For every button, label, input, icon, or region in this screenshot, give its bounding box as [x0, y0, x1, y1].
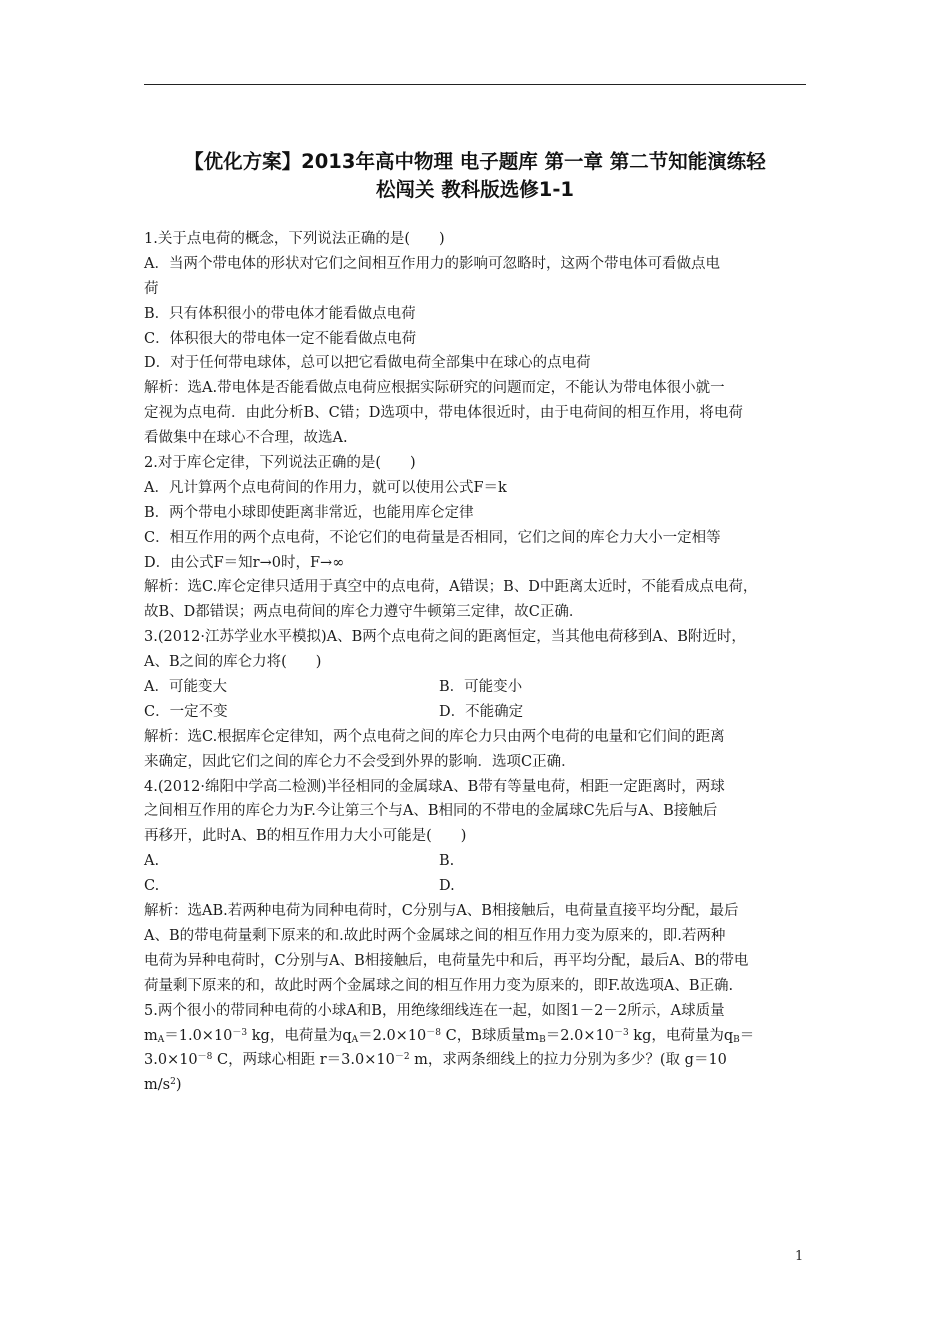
q1-answer-cont: 定视为点电荷．由此分析B、C错；D选项中，带电体很近时，由于电荷间的相互作用，将电荷 [144, 405, 743, 422]
q2-option-b: B．两个带电小球即使距离非常近，也能用库仑定律 [144, 504, 474, 521]
page-number: 1 [795, 1249, 804, 1264]
page-title [144, 148, 806, 204]
q2-option-a: A．凡计算两个点电荷间的作用力，就可以使用公式F＝k [144, 479, 507, 496]
q4-answer: 解析：选AB.若两种电荷为同种电荷时，C分别与A、B相接触后，电荷量直接平均分配，最后 [144, 903, 739, 920]
q4-answer-cont: 荷量剩下原来的和，故此时两个金属球之间的相互作用力变为原来的，即F.故选项A、B正确. [144, 977, 734, 994]
q4-option-a: A. [144, 853, 160, 870]
title-line-1: 【优化方案】2013年高中物理 电子题库 第一章 第二节知能演练轻 [184, 150, 766, 173]
title-line-2: 松闯关 教科版选修1-1 [375, 178, 575, 201]
q4-stem-cont: 之间相互作用的库仑力为F.今让第三个与A、B相同的不带电的金属球C先后与A、B接触后 [144, 803, 718, 820]
q4-option-b: B. [439, 853, 455, 870]
q2-option-c: C．相互作用的两个点电荷，不论它们的电荷量是否相同，它们之间的库仑力大小一定相等 [144, 529, 721, 546]
q4-option-c: C. [144, 878, 160, 895]
header-rule [144, 84, 806, 85]
q4-answer-cont: A、B的带电荷量剩下原来的和.故此时两个金属球之间的相互作用力变为原来的，即.若两种 [144, 927, 726, 944]
q3-stem: 3.(2012·江苏学业水平模拟)A、B两个点电荷之间的距离恒定，当其他电荷移到A、B附近时， [144, 629, 746, 646]
q2-stem: 2.对于库仑定律，下列说法正确的是( ) [144, 455, 416, 472]
q3-answer-cont: 来确定，因此它们之间的库仑力不会受到外界的影响．选项C正确． [144, 753, 576, 770]
q4-stem: 4.(2012·绵阳中学高二检测)半径相同的金属球A、B带有等量电荷，相距一定距离时，两球 [144, 778, 725, 795]
q3-option-a: A．可能变大 [144, 679, 227, 696]
q5-stem-masses: $m_A=1.0\times 10^{-3}$ kg，电荷量为$q_A=2.0\times 10^{-8}$ C，B球质量$m_B=2.0\times 10^{-3}$ kg，电荷量为$q_B=$ [144, 1027, 755, 1045]
q1-option-a-cont: 荷 [144, 280, 159, 297]
q1-option-b: B．只有体积很小的带电体才能看做点电荷 [144, 305, 416, 322]
q4-options-row-2 [144, 874, 810, 899]
q1-answer: 解析：选A.带电体是否能看做点电荷应根据实际研究的问题而定，不能认为带电体很小就一 [144, 380, 725, 397]
q1-option-c: C．体积很大的带电体一定不能看做点电荷 [144, 330, 417, 347]
document-body [144, 227, 810, 1098]
q5-stem-unit: $m/s^2$) [144, 1077, 182, 1094]
q4-answer-cont: 电荷为异种电荷时，C分别与A、B相接触后，电荷量先中和后，再平均分配，最后A、B的带电 [144, 952, 749, 969]
q2-answer: 解析：选C.库仑定律只适用于真空中的点电荷，A错误；B、D中距离太近时，不能看成点电荷， [144, 579, 758, 596]
q2-answer-cont: 故B、D都错误；两点电荷间的库仑力遵守牛顿第三定律，故C正确． [144, 604, 584, 621]
q3-options-row-2 [144, 700, 810, 725]
q5-stem-distance: $3.0\times 10^{-8}$ C，两球心相距 $r=3.0\times 10^{-2}$ m，求两条细线上的拉力分别为多少？(取 g＝10 [144, 1052, 727, 1069]
q3-answer: 解析：选C.根据库仑定律知，两个点电荷之间的库仑力只由两个电荷的电量和它们间的距离 [144, 728, 725, 745]
q4-stem-cont: 再移开，此时A、B的相互作用力大小可能是( ) [144, 828, 467, 845]
q1-answer-cont: 看做集中在球心不合理，故选A. [144, 430, 348, 447]
q5-stem: 5.两个很小的带同种电荷的小球A和B，用绝缘细线连在一起，如图1－2－2所示，A球质量 [144, 1002, 725, 1019]
q4-option-d: D. [439, 878, 455, 895]
q1-option-a: A．当两个带电体的形状对它们之间相互作用力的影响可忽略时，这两个带电体可看做点电 [144, 255, 720, 272]
q3-option-d: D．不能确定 [439, 703, 524, 720]
q3-option-c: C．一定不变 [144, 703, 228, 720]
q1-stem: 1.关于点电荷的概念，下列说法正确的是( ) [144, 231, 445, 247]
q1-option-d: D．对于任何带电球体，总可以把它看做电荷全部集中在球心的点电荷 [144, 355, 591, 372]
q2-option-d: D．由公式F＝知r→0时，F→∞ [144, 554, 345, 571]
q3-stem-cont: A、B之间的库仑力将( ) [144, 654, 322, 671]
q3-option-b: B．可能变小 [439, 679, 523, 696]
q3-options-row-1 [144, 675, 810, 700]
q4-options-row-1 [144, 849, 810, 874]
